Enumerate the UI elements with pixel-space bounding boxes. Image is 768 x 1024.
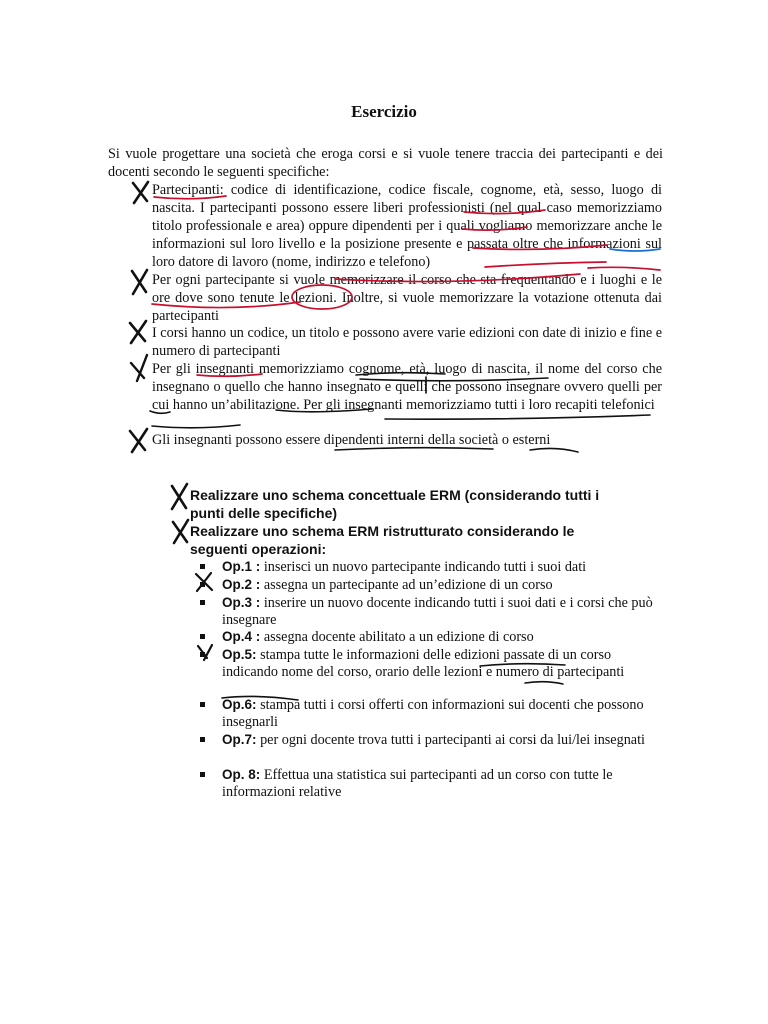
operation-7: Op.7: per ogni docente trova tutti i partecipanti ai corsi da lui/lei insegnati: [222, 732, 645, 748]
spec-item-1: Partecipanti: codice di identificazione, codice fiscale, cognome, età, sesso, luogo di nascita. I partecipanti possono essere liberi professionisti (nel qual caso memorizziamo titolo professionale e area) oppure dipendenti per i quali vogliamo memorizzare anche le informazioni sul loro livello e la posizione presente e passata oltre che informazioni sul loro datore di lavoro (nome, indirizzo e telefono): [152, 182, 662, 270]
bullet: [200, 564, 205, 569]
bullet: [200, 772, 205, 777]
bullet: [200, 652, 205, 657]
operation-3: Op.3 : inserire un nuovo docente indicando tutti i suoi dati e i corsi che può insegnare: [222, 595, 653, 628]
check-mark-icon: [130, 429, 147, 452]
check-mark-icon: [131, 355, 147, 381]
bullet: [200, 582, 205, 587]
operation-6: Op.6: stampa tutti i corsi offerti con informazioni sui docenti che possono insegnarli: [222, 697, 644, 730]
spec-item-3: I corsi hanno un codice, un titolo e possono avere varie edizioni con date di inizio e fine e numero di partecipanti: [152, 325, 662, 359]
bullet: [200, 702, 205, 707]
check-mark-icon: [172, 484, 187, 509]
spec-item-5: Gli insegnanti possono essere dipendenti interni della società o esterni: [152, 432, 551, 448]
task-1: Realizzare uno schema concettuale ERM (considerando tutti i punti delle specifiche): [190, 487, 600, 521]
check-mark-icon: [173, 520, 188, 543]
operation-1: Op.1 : inserisci un nuovo partecipante indicando tutti i suoi dati: [222, 559, 587, 575]
intro-paragraph: Si vuole progettare una società che eroga corsi e si vuole tenere traccia dei partecipanti e dei docenti secondo le seguenti specifiche:: [108, 146, 663, 180]
operation-2: Op.2 : assegna un partecipante ad un’edizione di un corso: [222, 577, 553, 593]
operation-4: Op.4 : assegna docente abilitato a un edizione di corso: [222, 629, 534, 645]
bullet: [200, 634, 205, 639]
spec-item-2: Per ogni partecipante si vuole memorizzare il corso che sta frequentando e i luoghi e le ore dove sono tenute le lezioni. Inoltre, si vuole memorizzare la votazione ottenuta dai partecipanti: [152, 272, 662, 324]
check-mark-icon: [132, 270, 147, 294]
task-2: Realizzare uno schema ERM ristrutturato considerando le seguenti operazioni:: [190, 523, 575, 557]
bullet: [200, 600, 205, 605]
check-mark-icon: [133, 182, 148, 203]
check-mark-icon: [130, 321, 146, 343]
spec-item-4: Per gli insegnanti memorizziamo cognome, età, luogo di nascita, il nome del corso che insegnano o quello che hanno insegnato e quelli che possono insegnare ovvero quelli per cui hanno un’abilitazione. Per gli insegnanti memorizziamo tutti i loro recapiti telefonici: [152, 361, 662, 413]
operation-8: Op. 8: Effettua una statistica sui partecipanti ad un corso con tutte le informazioni relative: [222, 767, 613, 800]
bullet: [200, 737, 205, 742]
page-title: Esercizio: [351, 102, 417, 121]
operation-5: Op.5: stampa tutte le informazioni delle edizioni passate di un corso indicando nome del corso, orario delle lezioni e numero di partecipanti: [222, 647, 625, 680]
